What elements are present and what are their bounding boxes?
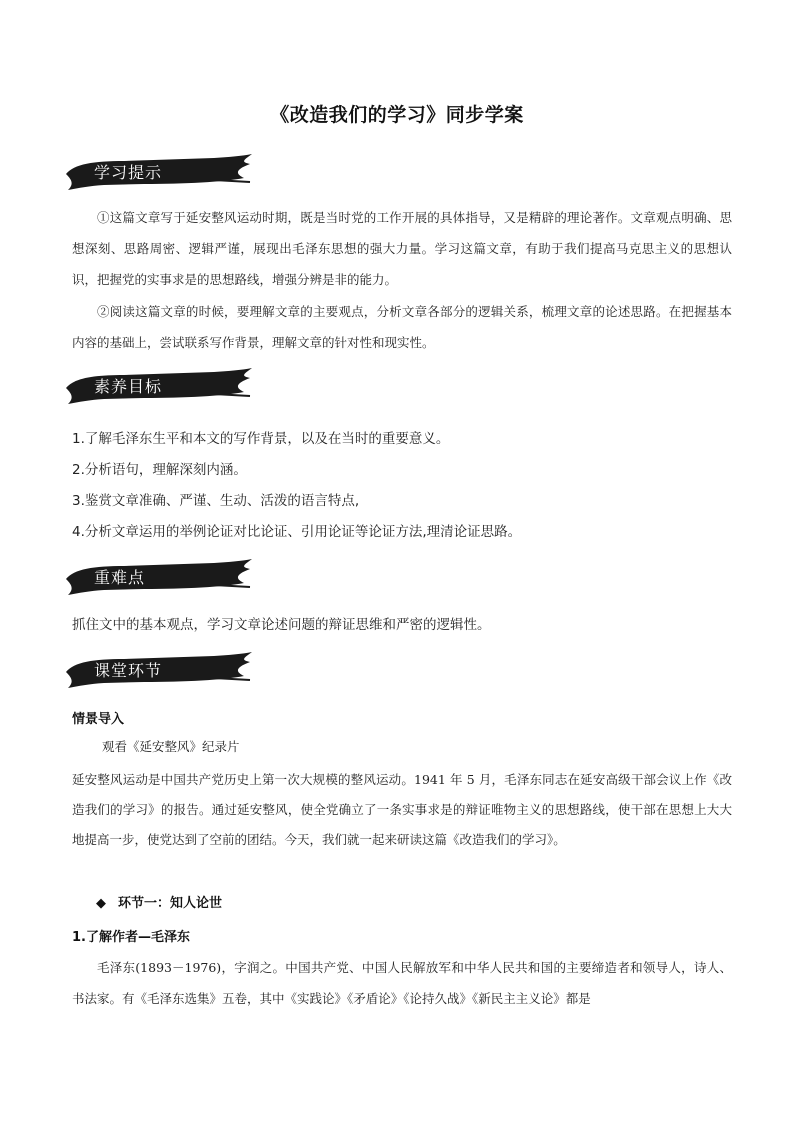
author-paragraph: 毛泽东(1893－1976)，字润之。中国共产党、中国人民解放军和中华人民共和国的主要缔造者和领导人，诗人、书法家。有《毛泽东选集》五卷，其中《实践论》《矛盾论》《论持久战》《新民主主义论》都是 bbox=[72, 960, 732, 1006]
section-header-tips bbox=[64, 152, 254, 192]
section-step-1 bbox=[96, 892, 222, 911]
section-header-goals bbox=[64, 366, 254, 406]
section-title-tips: 学习提示 bbox=[94, 163, 163, 182]
keypoints-text: 抓住文中的基本观点，学习文章论述问题的辩证思维和严密的逻辑性。 bbox=[72, 617, 491, 633]
section-header-keypoints bbox=[64, 557, 254, 597]
page-title: 《改造我们的学习》同步学案 bbox=[270, 104, 524, 126]
section-step-1-label: 环节一：知人论世 bbox=[118, 896, 223, 911]
tips-paragraph-1: ①这篇文章写于延安整风运动时期，既是当时党的工作开展的具体指导，又是精辟的理论著作。文章观点明确、思想深刻、思路周密、逻辑严谨，展现出毛泽东思想的强大力量。学习这篇文章，有助于我们提高马克思主义的思想认识，把握党的实事求是的思想路线，增强分辨是非的能力。 bbox=[72, 210, 732, 287]
goal-item: 4.分析文章运用的举例论证对比论证、引用论证等论证方法,理清论证思路。 bbox=[72, 524, 522, 540]
section-title-goals: 素养目标 bbox=[94, 377, 163, 396]
author-subheading: 1.了解作者—毛泽东 bbox=[72, 930, 190, 945]
section-header-class bbox=[64, 650, 254, 690]
scene-intro-heading: 情景导入 bbox=[72, 712, 125, 727]
section-title-class: 课堂环节 bbox=[94, 661, 163, 680]
goal-item: 2.分析语句，理解深刻内涵。 bbox=[72, 462, 247, 478]
tips-paragraph-2: ②阅读这篇文章的时候，要理解文章的主要观点，分析文章各部分的逻辑关系，梳理文章的论述思路。在把握基本内容的基础上，尝试联系写作背景，理解文章的针对性和现实性。 bbox=[72, 304, 732, 350]
brush-stroke-icon bbox=[64, 557, 254, 597]
scene-paragraph bbox=[72, 735, 732, 855]
scene-paragraph-text: 延安整风运动是中国共产党历史上第一次大规模的整风运动。1941 年 5 月，毛泽东同志在延安高级干部会议上作《改造我们的学习》的报告。通过延安整风，使全党确立了一条实事求是的辩证唯物主义的思想路线，使干部在思想上大大地提高一步，使党达到了空前的团结。今天，我们就一起来研读这篇《改造我们的学习》。 bbox=[72, 772, 732, 847]
goal-item: 3.鉴赏文章准确、严谨、生动、活泼的语言特点, bbox=[72, 493, 360, 509]
diamond-bullet-icon: ◆ bbox=[96, 896, 106, 911]
section-title-keypoints: 重难点 bbox=[94, 568, 146, 587]
goal-item: 1.了解毛泽东生平和本文的写作背景，以及在当时的重要意义。 bbox=[72, 431, 450, 447]
watch-documentary-line: 观看《延安整风》纪录片 bbox=[102, 739, 240, 754]
